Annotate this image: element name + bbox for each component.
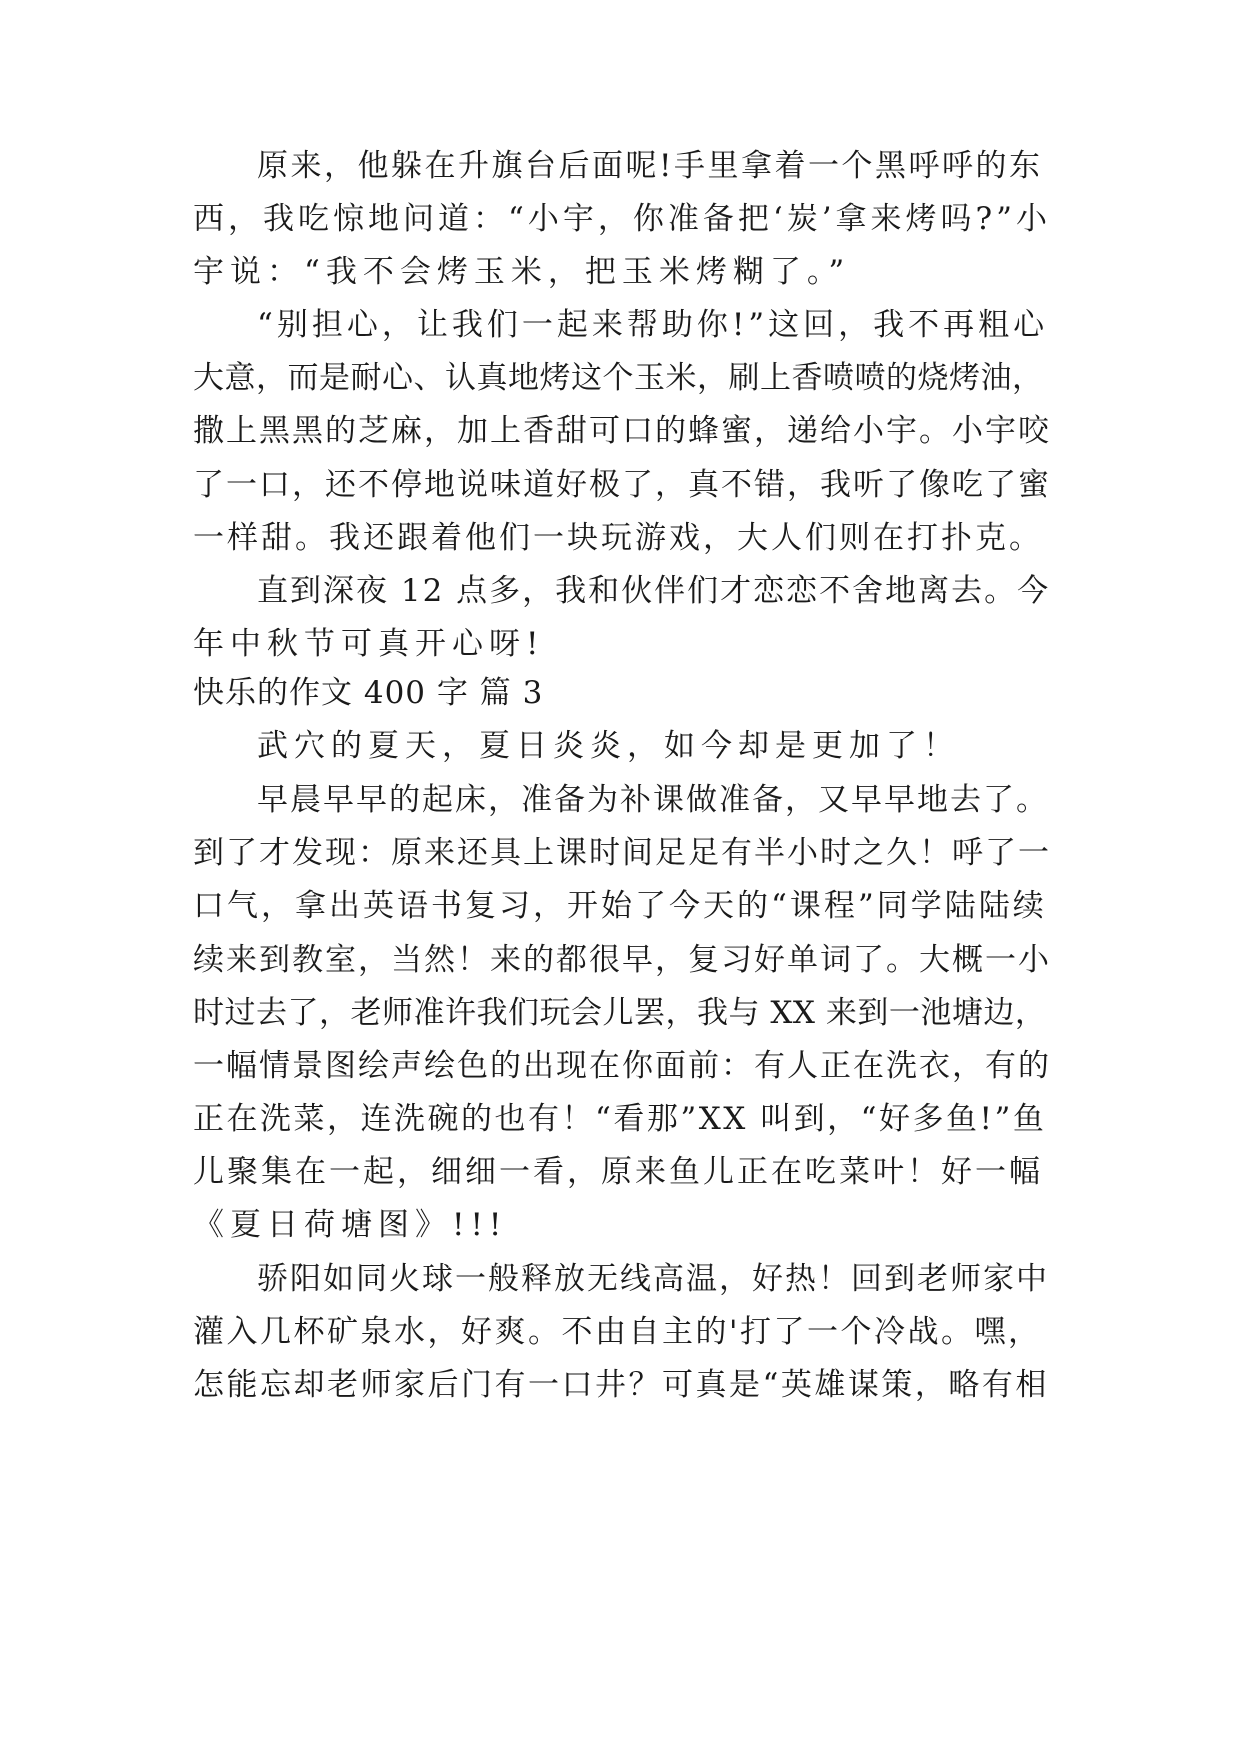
text-line: 年中秋节可真开心呀! [193,626,545,662]
text-line: 原来，他躲在升旗台后面呢!手里拿着一个黑呼呼的东 [257,148,1043,184]
text-line: 早晨早早的起床，准备为补课做准备，又早早地去了。 [257,782,1049,818]
text-line: 灌入几杯矿泉水，好爽。不由自主的'打了一个冷战。嘿， [193,1314,1042,1350]
text-line: 儿聚集在一起，细细一看，原来鱼儿正在吃菜叶！好一幅 [193,1154,1043,1190]
text-line: 直到深夜 12 点多，我和伙伴们才恋恋不舍地离去。今 [257,573,1051,609]
text-line: 骄阳如同火球一般释放无线高温，好热！回到老师家中 [257,1261,1049,1297]
section-heading: 快乐的作文 400 字 篇 3 [193,675,544,711]
text-line: 一幅情景图绘声绘色的出现在你面前：有人正在洗衣，有的 [193,1048,1051,1084]
text-line: 大意，而是耐心、认真地烤这个玉米，刷上香喷喷的烧烤油， [193,360,1044,396]
text-line: 宇说：“我不会烤玉米，把玉米烤糊了。” [193,254,851,290]
text-line: 了一口，还不停地说味道好极了，真不错，我听了像吃了蜜 [193,467,1051,503]
text-line: 续来到教室，当然！来的都很早，复习好单词了。大概一小 [193,942,1051,978]
text-line: 一样甜。我还跟着他们一块玩游戏，大人们则在打扑克。 [193,520,1043,556]
text-line: 《夏日荷塘图》!!! [193,1207,508,1243]
text-line: 怎能忘却老师家后门有一口井？可真是“英雄谋策，略有相 [193,1367,1049,1403]
text-line: 武穴的夏天，夏日炎炎，如今却是更加了！ [257,728,960,764]
text-line: 到了才发现：原来还具上课时间足足有半小时之久！呼了一 [193,835,1051,871]
text-line: 正在洗菜，连洗碗的也有！“看那”XX 叫到，“好多鱼!”鱼 [193,1101,1047,1137]
text-line: 时过去了，老师准许我们玩会儿罢，我与 XX 来到一池塘边， [193,995,1047,1031]
text-line: 西，我吃惊地问道：“小宇，你准备把‘炭’拿来烤吗?”小 [193,201,1052,237]
text-line: 口气，拿出英语书复习，开始了今天的“课程”同学陆陆续 [193,888,1047,924]
text-line: 撒上黑黑的芝麻，加上香甜可口的蜂蜜，递给小宇。小宇咬 [193,413,1051,449]
text-line: “别担心，让我们一起来帮助你!”这回，我不再粗心 [257,307,1049,343]
